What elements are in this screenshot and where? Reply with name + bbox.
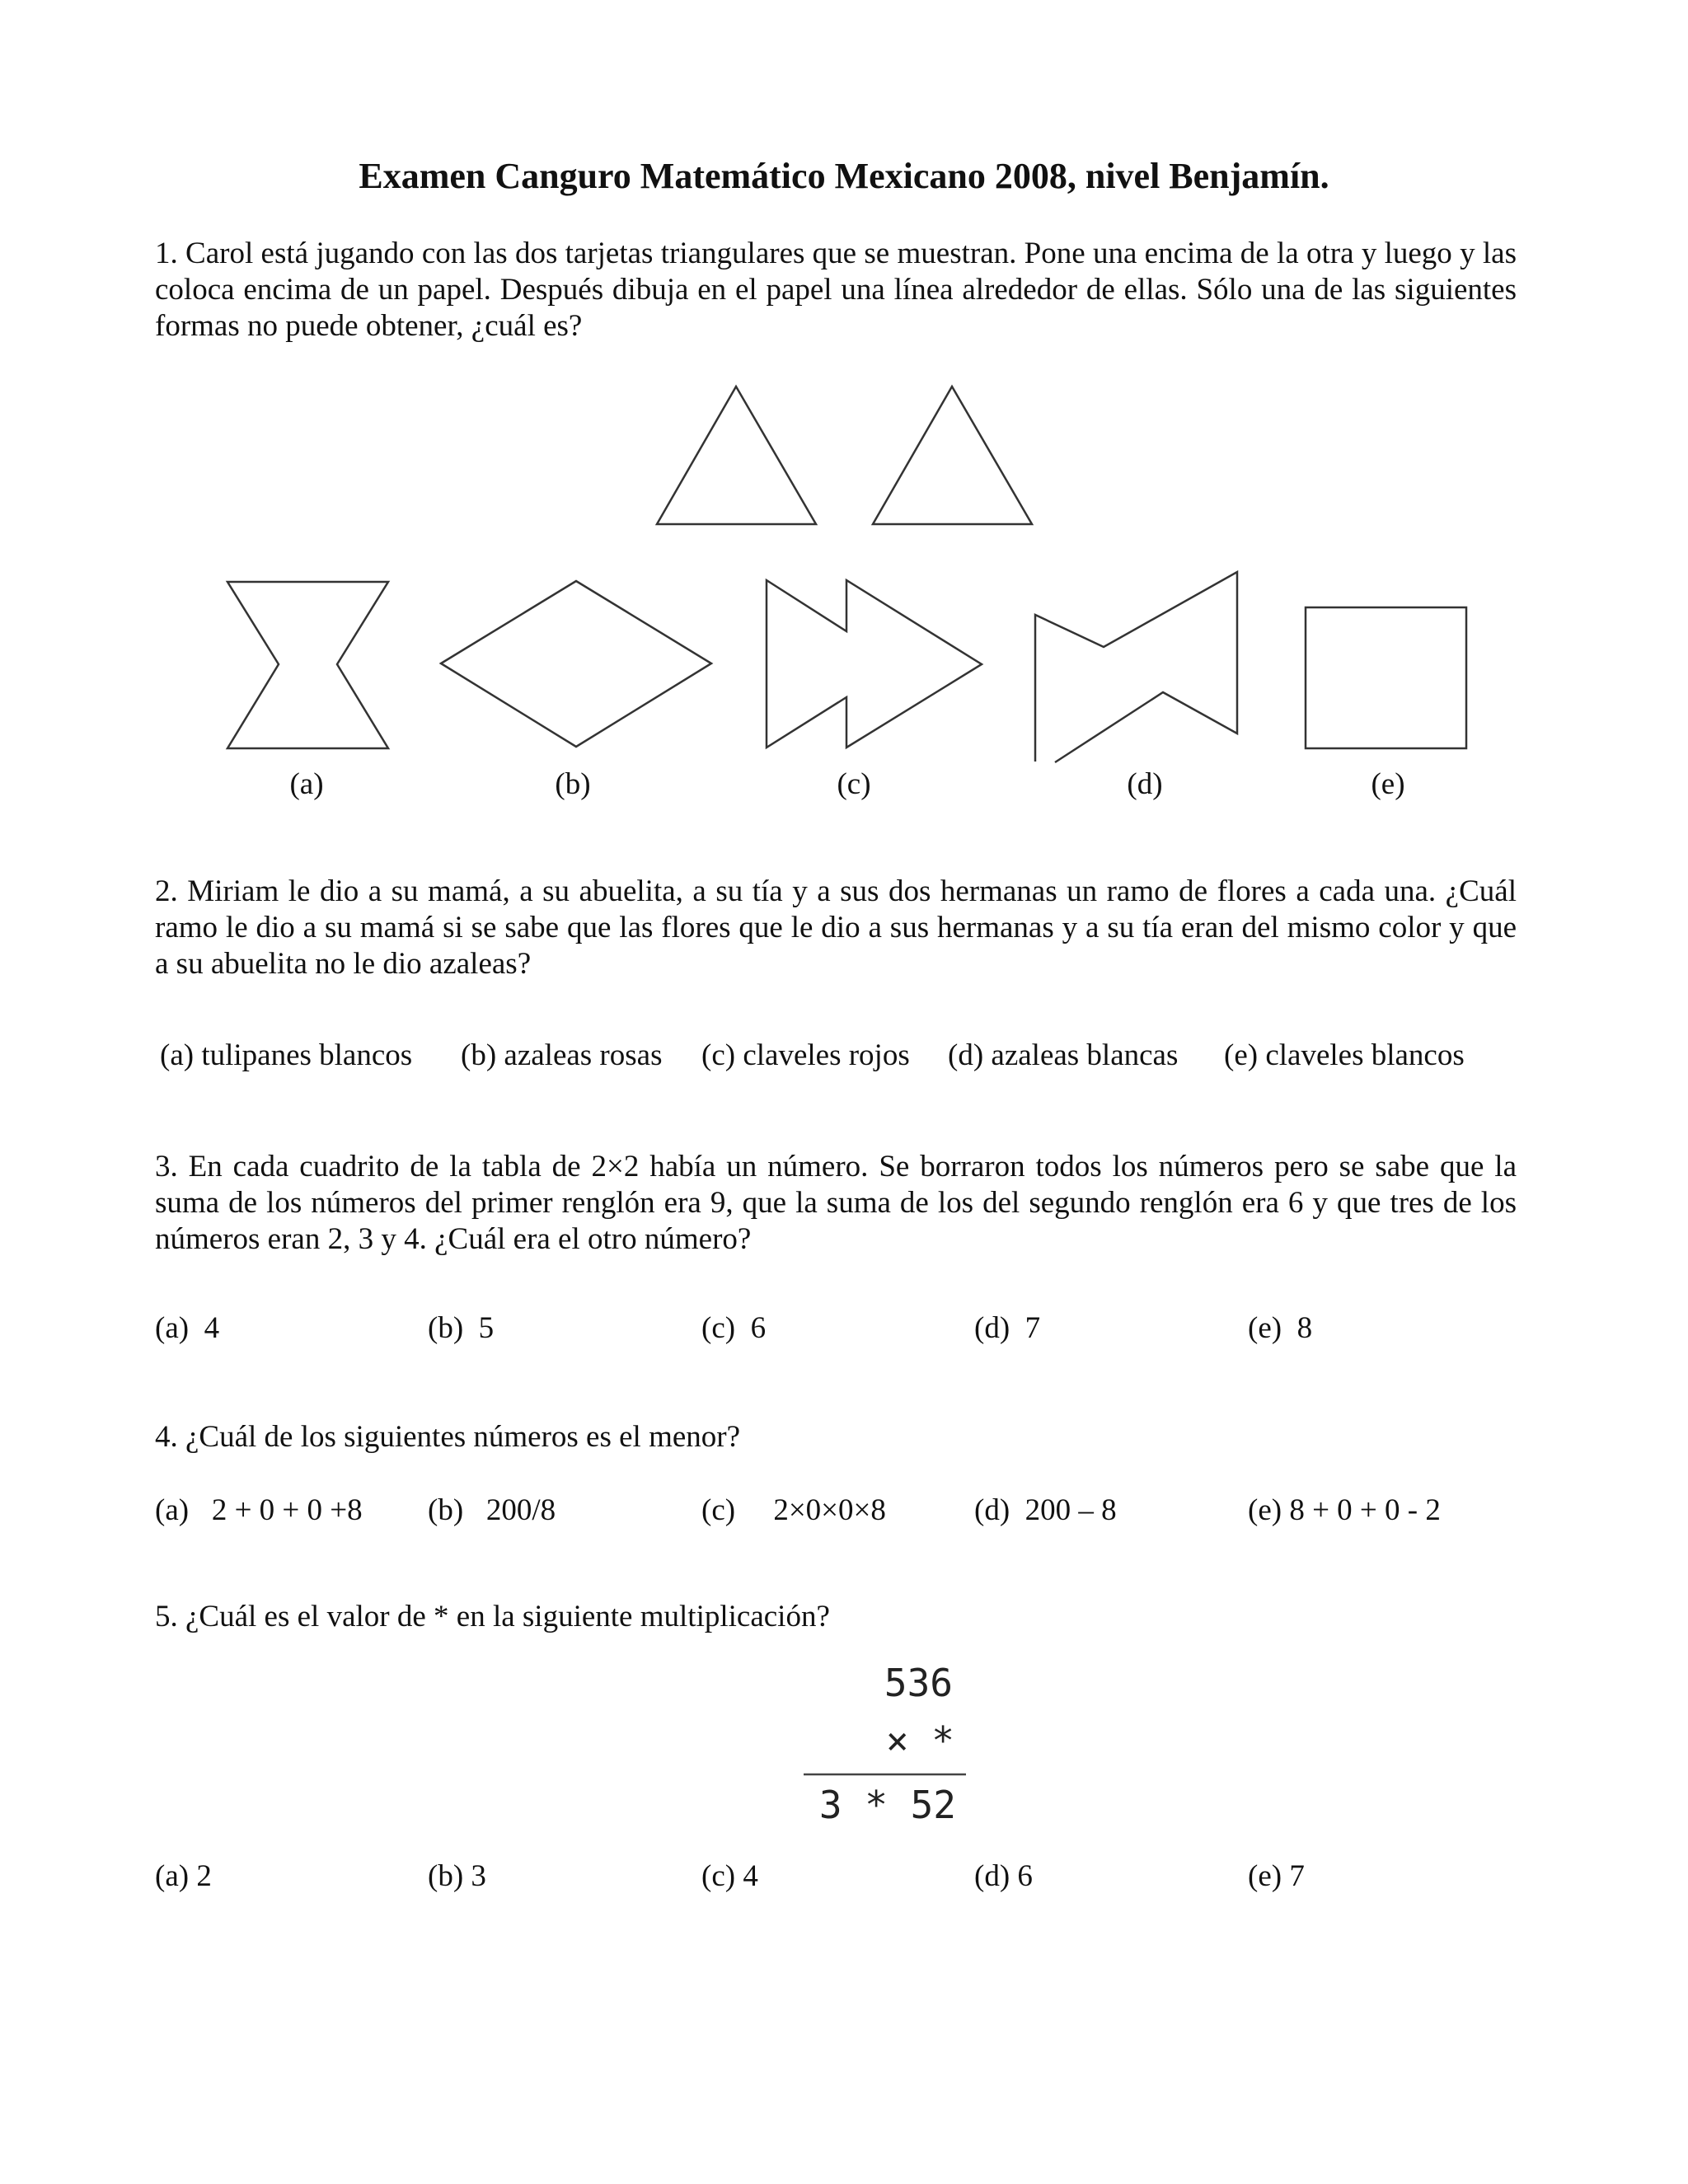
- question-3-option-c: (c) 6: [701, 1311, 767, 1345]
- question-4-text: 4. ¿Cuál de los siguientes números es el menor?: [155, 1420, 741, 1454]
- shape-c-label: (c): [837, 767, 871, 801]
- question-5-option-e: (e) 7: [1248, 1859, 1305, 1893]
- question-3-text: 3. En cada cuadrito de la tabla de 2×2 había un número. Se borraron todos los números pero se sabe que la suma de los números del primer renglón era 9, que la suma de los del segundo renglón era 6 y que tres de los números eran 2, 3 y 4. ¿Cuál era el otro número?: [155, 1150, 1517, 1256]
- question-5-option-b: (b) 3: [428, 1859, 486, 1893]
- question-5-option-d: (d) 6: [974, 1859, 1033, 1893]
- question-4-option-b: (b) 200/8: [428, 1493, 556, 1527]
- question-4-option-a: (a) 2 + 0 + 0 +8: [155, 1493, 363, 1527]
- question-3-option-a: (a) 4: [155, 1311, 220, 1345]
- question-1-text: 1. Carol está jugando con las dos tarjetas triangulares que se muestran. Pone una encima de la otra y luego y las coloca encima de un papel. Después dibuja en el papel una línea alrededor de ellas. Sólo una de las siguientes formas no puede obtener, ¿cuál es?: [155, 237, 1517, 343]
- shape-e-label: (e): [1371, 767, 1405, 801]
- question-3-option-d: (d) 7: [974, 1311, 1041, 1345]
- question-2-option-e: (e) claveles blancos: [1224, 1038, 1465, 1072]
- question-3-option-b: (b) 5: [428, 1311, 495, 1345]
- multiplication-operator-row: × *: [885, 1718, 954, 1763]
- question-5-option-a: (a) 2: [155, 1859, 212, 1893]
- question-2-option-d: (d) azaleas blancas: [948, 1038, 1179, 1072]
- question-4-option-e: (e) 8 + 0 + 0 - 2: [1248, 1493, 1441, 1527]
- question-5-text: 5. ¿Cuál es el valor de * en la siguiente multiplicación?: [155, 1600, 830, 1633]
- question-4-option-c: (c) 2×0×0×8: [701, 1493, 886, 1527]
- question-3-option-e: (e) 8: [1248, 1311, 1313, 1345]
- multiplication-top-number: 536: [884, 1661, 953, 1705]
- question-2-option-c: (c) claveles rojos: [701, 1038, 910, 1072]
- question-2-text: 2. Miriam le dio a su mamá, a su abuelita, a su tía y a sus dos hermanas un ramo de flores a cada una. ¿Cuál ramo le dio a su mamá si se sabe que las flores que le dio a sus hermanas y a su tía eran del mismo color y que a su abuelita no le dio azaleas?: [155, 874, 1517, 981]
- question-4-option-d: (d) 200 – 8: [974, 1493, 1117, 1527]
- question-2-option-b: (b) azaleas rosas: [461, 1038, 663, 1072]
- multiplication-result: 3 * 52: [818, 1783, 956, 1827]
- shape-b-label: (b): [555, 767, 591, 801]
- exam-title: Examen Canguro Matemático Mexicano 2008, nivel Benjamín.: [359, 156, 1329, 196]
- shape-d-label: (d): [1127, 767, 1163, 801]
- question-5-option-c: (c) 4: [701, 1859, 758, 1893]
- shape-a-label: (a): [289, 767, 324, 801]
- question-2-option-a: (a) tulipanes blancos: [160, 1038, 413, 1072]
